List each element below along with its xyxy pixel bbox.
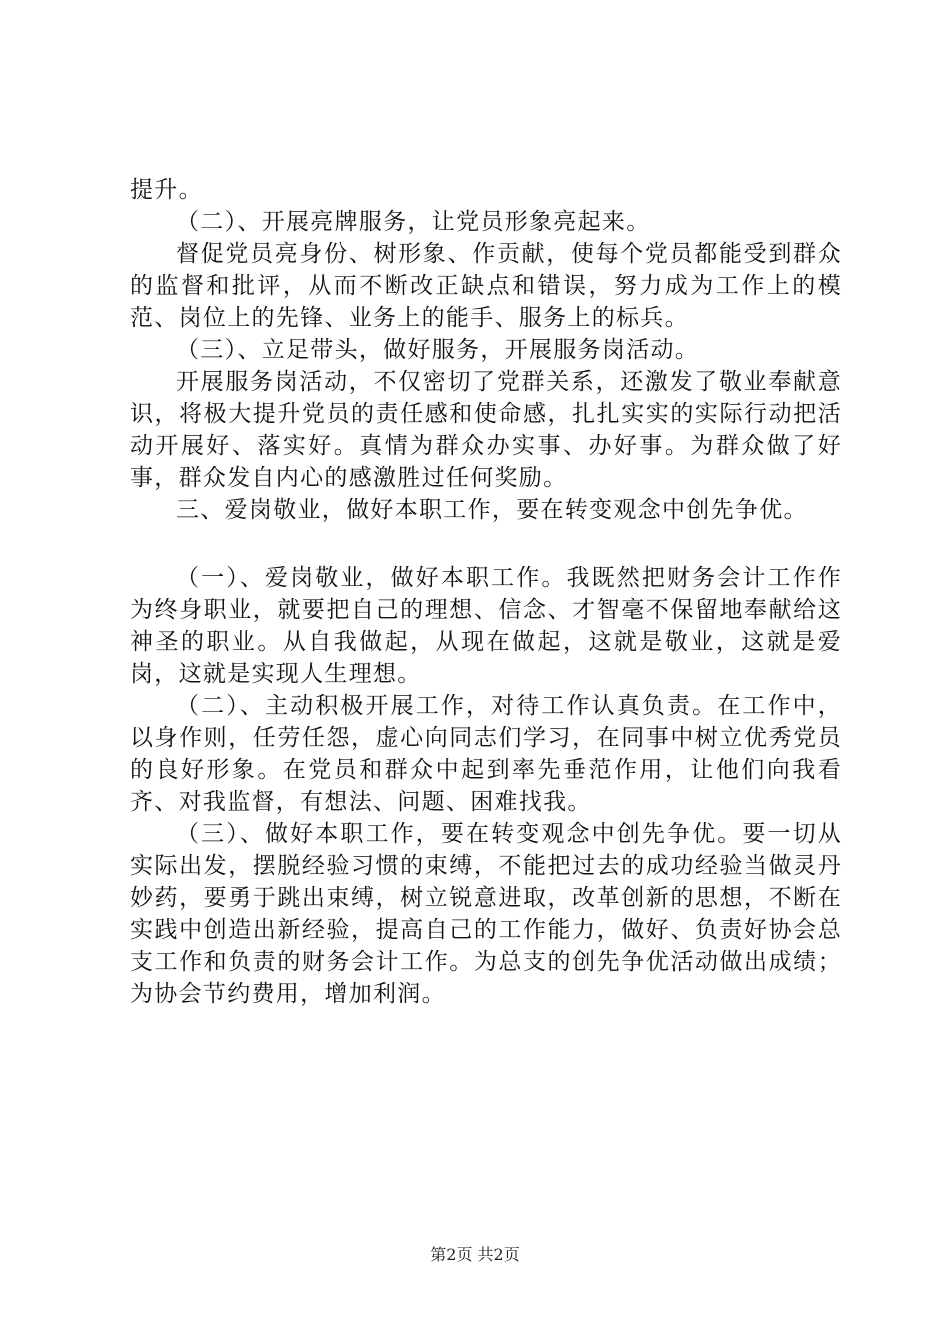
heading-service-post: （三）、立足带头，做好服务，开展服务岗活动。 (176, 337, 700, 363)
paragraph-change-concepts: （三）、做好本职工作，要在转变观念中创先争优。要一切从实际出发，摆脱经验习惯的束缚，不能把过去的成功经验当做灵丹妙药，要勇于跳出束缚，树立锐意进取，改革创新的思想，不断在实践中创造出新经验，提高自己的工作能力，做好、负责好协会总支工作和负责的财务会计工作。为总支的创先争优活动做出成绩；为协会节约费用，增加利润。 (130, 821, 842, 1007)
paragraph-love-post: （一）、爱岗敬业，做好本职工作。我既然把财务会计工作作为终身职业，就要把自己的理想、信念、才智毫不保留地奉献给这神圣的职业。从自我做起，从现在做起，这就是敬业，这就是爱岗，这就是实现人生理想。 (130, 565, 842, 687)
paragraph-service-post: 开展服务岗活动，不仅密切了党群关系，还激发了敬业奉献意识，将极大提升党员的责任感和使命感，扎扎实实的实际行动把活动开展好、落实好。真情为群众办实事、办好事。为群众做了好事，群众发自内心的感激胜过任何奖励。 (130, 369, 842, 491)
document-body (130, 174, 842, 1010)
paragraph-proactive-work: （二）、主动积极开展工作，对待工作认真负责。在工作中，以身作则，任劳任怨，虚心向同志们学习，在同事中树立优秀党员的良好形象。在党员和群众中起到率先垂范作用，让他们向我看齐、对我监督，有想法、问题、困难找我。 (130, 693, 842, 815)
paragraph-continuation: 提升。 (130, 177, 203, 203)
page-number-footer: 第2页 共2页 (430, 1245, 520, 1264)
section-heading-three: 三、爱岗敬业，做好本职工作，要在转变观念中创先争优。 (176, 497, 808, 523)
paragraph-display-service: 督促党员亮身份、树形象、作贡献，使每个党员都能受到群众的监督和批评，从而不断改正缺点和错误，努力成为工作上的模范、岗位上的先锋、业务上的能手、服务上的标兵。 (130, 241, 842, 331)
heading-display-service: （二）、开展亮牌服务，让党员形象亮起来。 (176, 209, 651, 235)
